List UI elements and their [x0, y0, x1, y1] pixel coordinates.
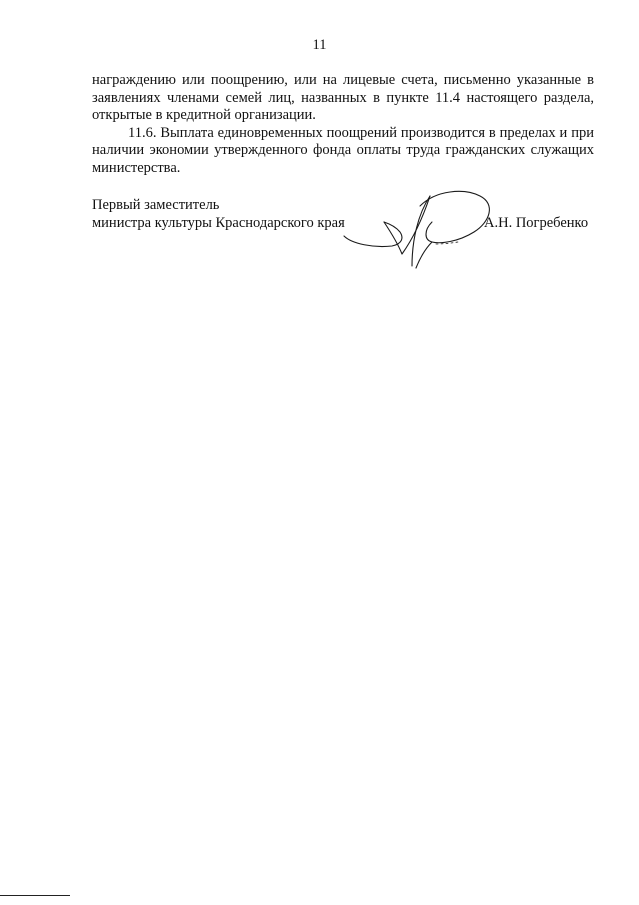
paragraph-11-6: 11.6. Выплата единовременных поощрений производится в пределах и при наличии экономии утвержденного фонда оплаты труда гражданских служащих министерства. [92, 124, 594, 176]
signatory-name: А.Н. Погребенко [484, 215, 589, 231]
footnote-separator [0, 895, 70, 896]
body-text [92, 72, 594, 177]
signatory-title-line-1: Первый заместитель [92, 197, 220, 213]
signatory-title-line-2: министра культуры Краснодарского края [92, 215, 345, 231]
page-number: 11 [312, 37, 327, 53]
handwritten-signature [340, 184, 500, 274]
paragraph-continuation: награждению или поощрению, или на лицевые счета, письменно указанные в заявлениях членами семей лиц, названных в пункте 11.4 настоящего раздела, открытые в кредитной организации. [92, 72, 594, 123]
